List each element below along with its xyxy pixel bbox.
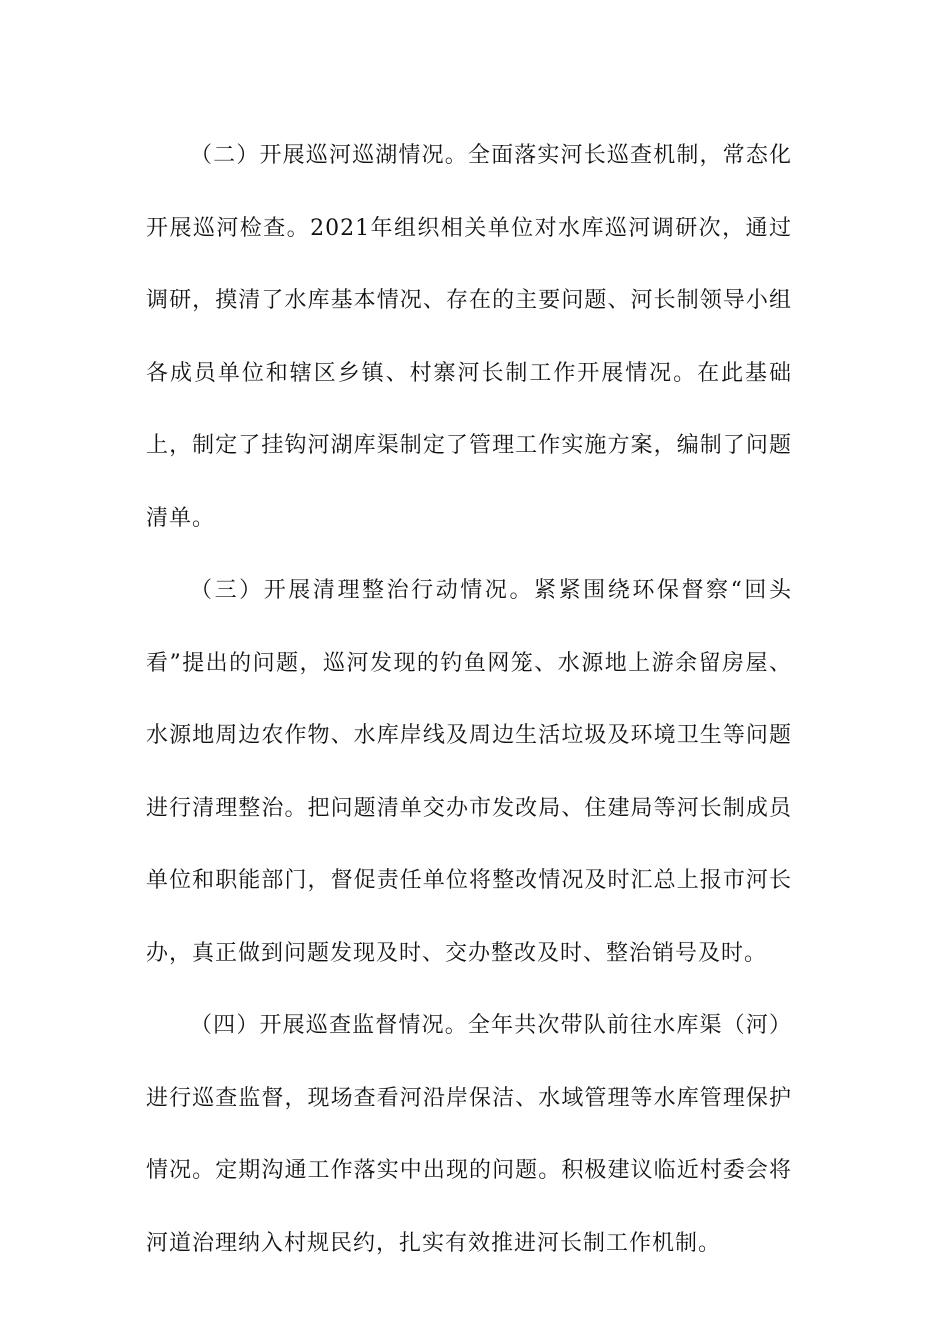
document-body: [146, 120, 792, 1280]
paragraph-patrol-rivers-lakes: （二）开展巡河巡湖情况。全面落实河长巡查机制，常态化开展巡河检查。2021年组织相关单位对水库巡河调研次，通过调研，摸清了水库基本情况、存在的主要问题、河长制领导小组各成员单位和辖区乡镇、村寨河长制工作开展情况。在此基础上，制定了挂钩河湖库渠制定了管理工作实施方案，编制了问题清单。: [146, 143, 792, 531]
paragraph-inspection-supervision: （四）开展巡查监督情况。全年共次带队前往水库渠（河）进行巡查监督，现场查看河沿岸保洁、水域管理等水库管理保护情况。定期沟通工作落实中出现的问题。积极建议临近村委会将河道治理纳入村规民约，扎实有效推进河长制工作机制。: [146, 1013, 792, 1256]
paragraph-cleanup-rectification: （三）开展清理整治行动情况。紧紧围绕环保督察“回头看”提出的问题，巡河发现的钓鱼网笼、水源地上游余留房屋、水源地周边农作物、水库岸线及周边生活垃圾及环境卫生等问题进行清理整治。把问题清单交办市发改局、住建局等河长制成员单位和职能部门，督促责任单位将整改情况及时汇总上报市河长办，真正做到问题发现及时、交办整改及时、整治销号及时。: [146, 578, 792, 966]
